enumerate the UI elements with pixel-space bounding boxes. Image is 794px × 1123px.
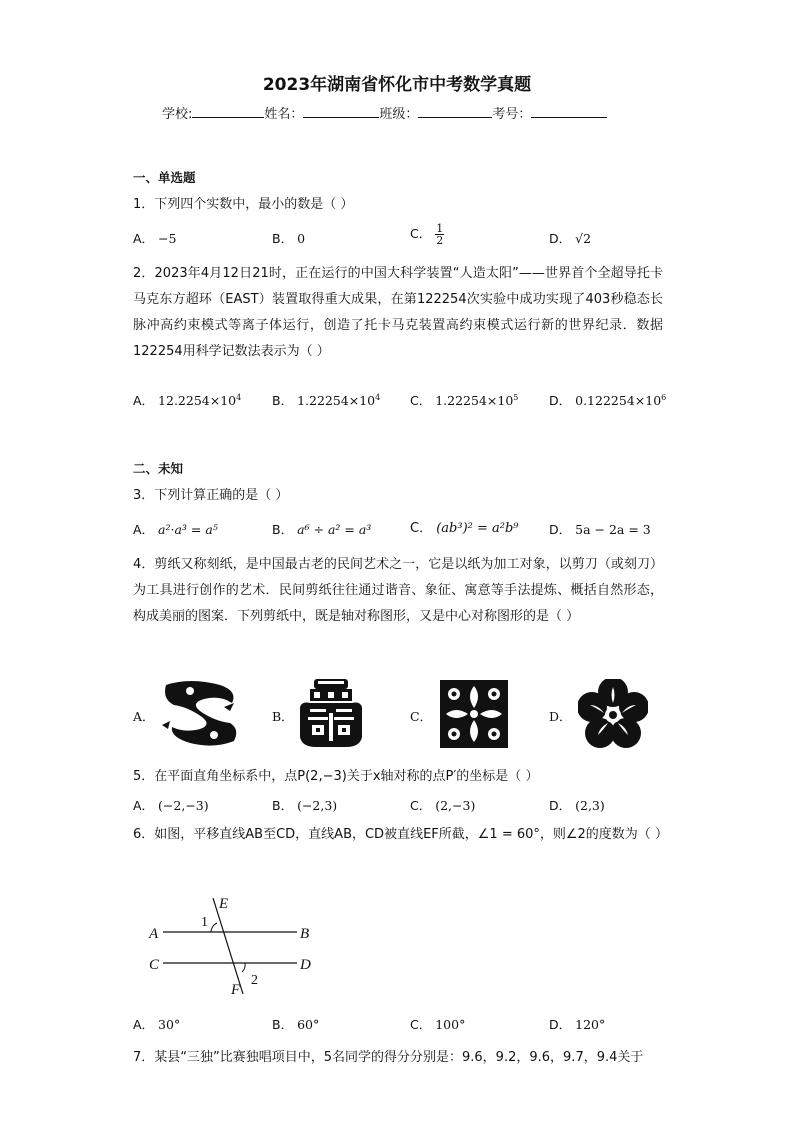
angle-2-label: 2 [251,973,258,988]
page-title: 2023年湖南省怀化市中考数学真题 [262,75,532,95]
q3-option-b[interactable]: B． a⁶ ÷ a² = a³ [272,522,372,537]
label-c: C [149,957,160,973]
q4-option-b[interactable]: B． [272,709,294,724]
fraction: $\frac{1}{2}$ [436,222,444,247]
student-info-line [162,103,607,122]
q6-option-c[interactable]: C． 100° [410,1017,466,1032]
paper-cut-b-image [296,677,366,751]
question-4-stem: 4．剪纸又称刻纸，是中国最古老的民间艺术之一，它是以纸为加工对象，以剪刀（或刻刀）为工具进行创作的艺术．民间剪纸往往通过谐音、象征、寓意等手法提炼、概括自然形态，构成美丽的图案．下列剪纸中，既是轴对称图形，又是中心对称图形的是（ ） [133,557,663,624]
paper-cut-c-image [438,678,510,750]
question-1-stem: 1．下列四个实数中，最小的数是（ ） [133,197,354,212]
q3-option-c[interactable]: C． (ab³)² = a²b⁹ [410,521,519,536]
class-blank[interactable] [418,105,492,118]
q1-option-d[interactable]: D． √2 [549,231,592,246]
paper-cut-d-image [578,679,648,749]
paper-cut-a-image [160,677,244,749]
q2-option-d[interactable]: D． $0.122254\times 10^6$ [549,392,667,408]
exam-no-label: 考号： [492,107,532,122]
label-d: D [300,957,311,973]
question-7-stem: 7．某县“三独”比赛独唱项目中，5名同学的得分分别是：9.6，9.2，9.6，9.7，9.4关于 [133,1050,644,1065]
label-e: E [219,896,229,912]
name-label: 姓名： [264,107,304,122]
q3-option-d[interactable]: D． 5a − 2a = 3 [549,522,651,537]
q1-option-b[interactable]: B． 0 [272,231,306,246]
q4-option-a[interactable]: A． [133,709,155,724]
q6-option-b[interactable]: B． 60° [272,1017,320,1032]
q2-option-b[interactable]: B． $1.22254\times 10^4$ [272,392,381,408]
school-blank[interactable] [192,105,264,118]
label-b: B [300,926,310,942]
q6-option-d[interactable]: D． 120° [549,1017,606,1032]
question-5-stem: 5．在平面直角坐标系中，点P(2,−3)关于x轴对称的点P′的坐标是（ ） [133,769,539,784]
q3-option-a[interactable]: A． a²·a³ = a⁵ [133,522,218,537]
label-f: F [231,982,241,998]
question-3-stem: 3．下列计算正确的是（ ） [133,488,289,503]
q2-option-a[interactable]: A． $12.2254\times 10^4$ [133,392,242,408]
angle-1-label: 1 [201,915,208,930]
q4-option-c[interactable]: C． [410,709,433,724]
q5-option-b[interactable]: B． (−2,3) [272,798,338,813]
q1-option-a[interactable]: A． −5 [133,231,177,246]
q1-option-c[interactable]: C． $\frac{1}{2}$ [410,222,444,247]
q6-option-a[interactable]: A． 30° [133,1017,181,1032]
name-blank[interactable] [303,105,379,118]
exam-no-blank[interactable] [531,105,607,118]
question-6-stem: 6．如图，平移直线AB至CD，直线AB，CD被直线EF所截，∠1 = 60°，则∠2的度数为（ ） [133,827,668,842]
parallel-lines-figure [145,890,335,1002]
q5-option-d[interactable]: D． (2,3) [549,798,605,813]
label-a: A [149,926,159,942]
section-heading-unknown: 二、未知 [133,461,184,476]
school-label: 学校: [162,107,193,122]
q5-option-c[interactable]: C． (2,−3) [410,798,476,813]
section-heading-single-choice: 一、单选题 [133,170,196,185]
q2-option-c[interactable]: C． $1.22254\times 10^5$ [410,392,519,408]
q4-option-d[interactable]: D． [549,709,572,724]
q5-option-a[interactable]: A． (−2,−3) [133,798,209,813]
question-2-stem: 2．2023年4月12日21时，正在运行的中国大科学装置“人造太阳”——世界首个全超导托卡马克东方超环（EAST）装置取得重大成果，在第122254次实验中成功实现了403秒稳态长脉冲高约束模式等离子体运行，创造了托卡马克装置高约束模式运行新的世界纪录．数据122254用科学记数法表示为（ ） [133,266,663,359]
class-label: 班级： [379,107,419,122]
line-ef [213,898,243,994]
